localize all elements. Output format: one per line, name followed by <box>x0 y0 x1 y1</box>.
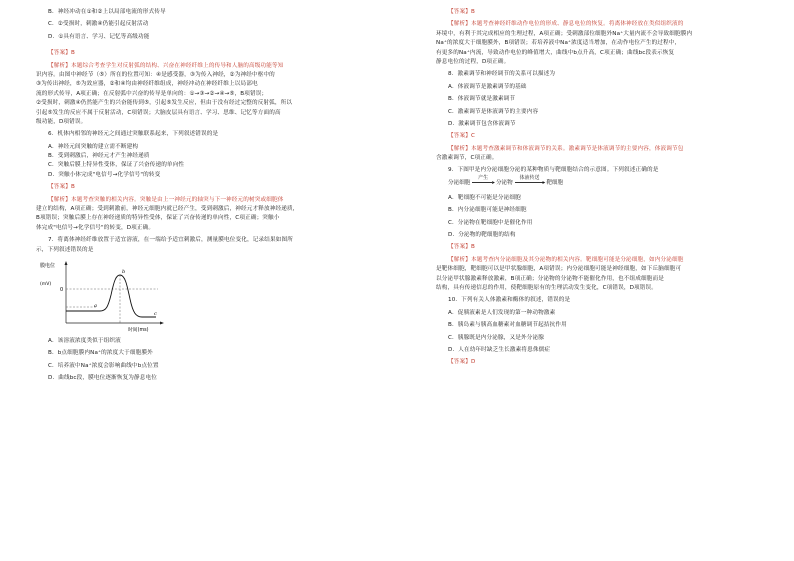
flow-secretory-cell: 分泌细胞 <box>448 179 471 186</box>
explanation-line: 【解析】本题考查神经纤维动作电位的形成、静息电位的恢复。将离体神经放在类似组织液的 <box>448 21 684 28</box>
answer-label: 【答案】B <box>48 184 75 191</box>
explanation-line: 是靶体细胞，靶细胞可以是甲状腺细胞，A项错误；内分泌细胞可能是神经细胞，如下丘脑细胞可 <box>436 266 682 273</box>
point-a: a <box>94 302 97 309</box>
x-label: 时间(ms) <box>128 327 149 333</box>
left-column <box>36 8 358 384</box>
answer-label: 【答案】B <box>48 50 75 57</box>
option-line: A．促胰液素是人们发现的第一种动物激素 <box>448 309 556 316</box>
flow-secretion: 分泌物 <box>495 179 513 186</box>
explanation-line: B项错误；突触后膜上存在神经递质的特异性受体，保证了兴奋传递的单向性，C项正确；突触小 <box>36 215 280 222</box>
explanation-line: 以分泌甲状腺激素释放激素，B项正确；分泌物的分泌物不能催化作用，也不组成细胞而是 <box>436 275 664 282</box>
option-line: C．分泌物在靶细胞中是催化作用 <box>448 219 533 226</box>
question-stem: 6．机体内相邻的神经元之间通过突触联系起来，下列叙述错误的是 <box>48 131 219 138</box>
explanation-line: 环境中，有利于其完成相应的生理过程，A项正确；受刺激部位细胞外Na⁺大量内流不会导致细胞膜内 <box>436 30 693 37</box>
option-line: B．胰岛素与胰高血糖素对血糖调节起拮抗作用 <box>448 322 567 329</box>
explanation-line: 流的形式传导，A项正确；在反射弧中兴奋的传导是单向的：①→③→②→④→⑤，B项错误； <box>36 90 268 97</box>
y-axis-arrow <box>65 261 68 265</box>
explanation-line: 建立的结构，A项正确；受到刺激前，神经元细胞内就已经产生，受到刺激后，神经元才释放神经递质， <box>36 206 299 213</box>
x-axis-arrow <box>160 321 164 324</box>
option-line: A．靶细胞不可能是分泌细胞 <box>448 194 521 201</box>
explanation-line: ③为传出神经，⑤为效应器，②和④均由神经纤维组成，神经冲动在神经纤维上以局部电 <box>36 81 258 88</box>
explanation-line: Na⁺的浓度大于细胞膜外，B项错误；若培养液中Na⁺浓度适当增加，在动作电位产生的过程中， <box>436 40 681 47</box>
answer-label: 【答案】B <box>448 9 475 15</box>
origin-label: 0 <box>60 286 64 293</box>
right-column <box>436 8 758 368</box>
option-line: A．该溶液浓度类似于组织液 <box>48 337 121 344</box>
option-line: D．激素调节包含体液调节 <box>448 120 516 127</box>
explanation-line: 体完成"电信号→化学信号"的转变，D项正确。 <box>36 224 155 231</box>
option-line: C．激素调节是体液调节的主要内容 <box>448 108 539 115</box>
flow-target-cell: 靶细胞 <box>546 179 564 186</box>
option-line: B．受到刺激后，神经元才产生神经递质 <box>48 153 150 160</box>
question-stem: 10．下列有关人体激素和酶体的叙述，错误的是 <box>448 297 571 304</box>
option-line: C．②受损时，刺激④仍能引起反射活动 <box>48 21 149 28</box>
option-line: A．体液调节是激素调节的基础 <box>448 83 527 90</box>
answer-label: 【答案】D <box>448 359 476 366</box>
option-line: D．人在幼年时缺乏生长激素将患侏儒症 <box>448 346 551 353</box>
flow-arrow-transport: 体液传送 ▸ <box>515 179 545 188</box>
explanation-line: ②受损时，刺激④仍然能产生的兴奋能传到⑤，引起⑤发生反应，但由于没有经过完整的反射弧，所以 <box>36 100 293 107</box>
explanation-line: 级功能，D项错误。 <box>36 118 87 125</box>
explanation-line: 【解析】本题考查激素调节和体液调节的关系。激素调节是体液调节的主要内容，体液调节包 <box>448 145 684 152</box>
explanation-line: 引起⑤发生的反应不属于反射活动，C项错误；大脑皮层具有语言、学习、思维、记忆等方面的高 <box>36 109 281 116</box>
explanation-line: 识内容。由图中神经节（⑤）所在的位置可知：④是感受器，③为传入神经，②为神经中枢中的 <box>36 71 275 78</box>
point-b: b <box>122 268 126 275</box>
flow-arrow-label: 体液传送 <box>519 174 540 181</box>
option-line: A．神经元间突触的建立需不断建构 <box>48 143 139 150</box>
answer-label: 【答案】B <box>448 244 475 251</box>
answer-label: 【答案】C <box>448 133 476 140</box>
flow-arrow-produce: 产生 ▸ <box>472 179 494 188</box>
option-line: B．神经冲动在①和②上以局部电流的形式传导 <box>48 9 166 15</box>
option-line: D．①具有语言、学习、记忆等高级功能 <box>48 33 150 40</box>
question-stem: 示，下列叙述错误的是 <box>36 246 94 253</box>
flow-arrow-label: 产生 <box>478 174 489 181</box>
option-line: D．分泌物的靶细胞的结构 <box>448 232 516 239</box>
explanation-line: 【解析】本题考查突触的相关内容。突触是由上一神经元的轴突与下一神经元的树突或细胞体 <box>48 196 284 203</box>
explanation-line: 【解析】本题考查内分泌细胞及其分泌物的相关内容。靶细胞可能是分泌细胞，如内分泌细胞 <box>448 256 684 263</box>
option-line: B．体液调节就是激素调节 <box>448 96 516 103</box>
membrane-potential-graph <box>36 259 176 333</box>
option-line: B．b点细胞膜内Na⁺的浓度大于细胞膜外 <box>48 350 153 357</box>
y-unit: (mV) <box>40 281 52 287</box>
explanation-line: 含激素调节，C项正确。 <box>436 155 498 162</box>
secretion-flow-diagram <box>436 174 758 191</box>
option-line: C．胰腺既是内分泌腺，又是外分泌腺 <box>448 334 544 341</box>
y-label: 膜电位 <box>40 262 56 269</box>
potential-curve <box>66 275 156 317</box>
question-stem: 9．下图甲是内分泌细胞分泌的某种物质与靶细胞结合的示意图。下列叙述正确的是 <box>448 167 659 174</box>
question-stem: 7．将离体神经纤维放置于适宜溶液，在一端给予适宜刺激后，测量膜电位变化，记录结果如图所 <box>48 237 293 244</box>
question-stem: 8．激素调节和神经调节的关系可以描述为 <box>448 71 556 78</box>
option-line: D．曲线bc段，膜电位逐渐恢复为静息电位 <box>48 375 158 382</box>
explanation-line: 静息电位的过程，D项正确。 <box>436 58 510 65</box>
explanation-line: 【解析】本题综合考查学生对反射弧的结构、兴奋在神经纤维上的传导和人脑的高级功能等知 <box>48 62 284 69</box>
option-line: D．突触小体完成"电信号→化学信号"的转变 <box>48 171 161 178</box>
membrane-potential-figure <box>36 259 358 333</box>
explanation-line: 结构，具有传递信息的作用，使靶细胞原有的生理活动发生变化，C项错误，D项错误。 <box>436 284 658 291</box>
option-line: C．突触后膜上特异性受体，保证了兴奋传递的单向性 <box>48 162 185 169</box>
explanation-line: 有更多的Na⁺内流，导致动作电位的峰值增大，曲线中b点升高，C项正确；曲线bc段表示恢复 <box>436 49 675 56</box>
option-line: C．培养液中Na⁺浓度会影响曲线中b点位置 <box>48 362 159 369</box>
option-line: B．内分泌细胞可能是神经细胞 <box>448 207 527 214</box>
point-c: c <box>154 310 157 317</box>
